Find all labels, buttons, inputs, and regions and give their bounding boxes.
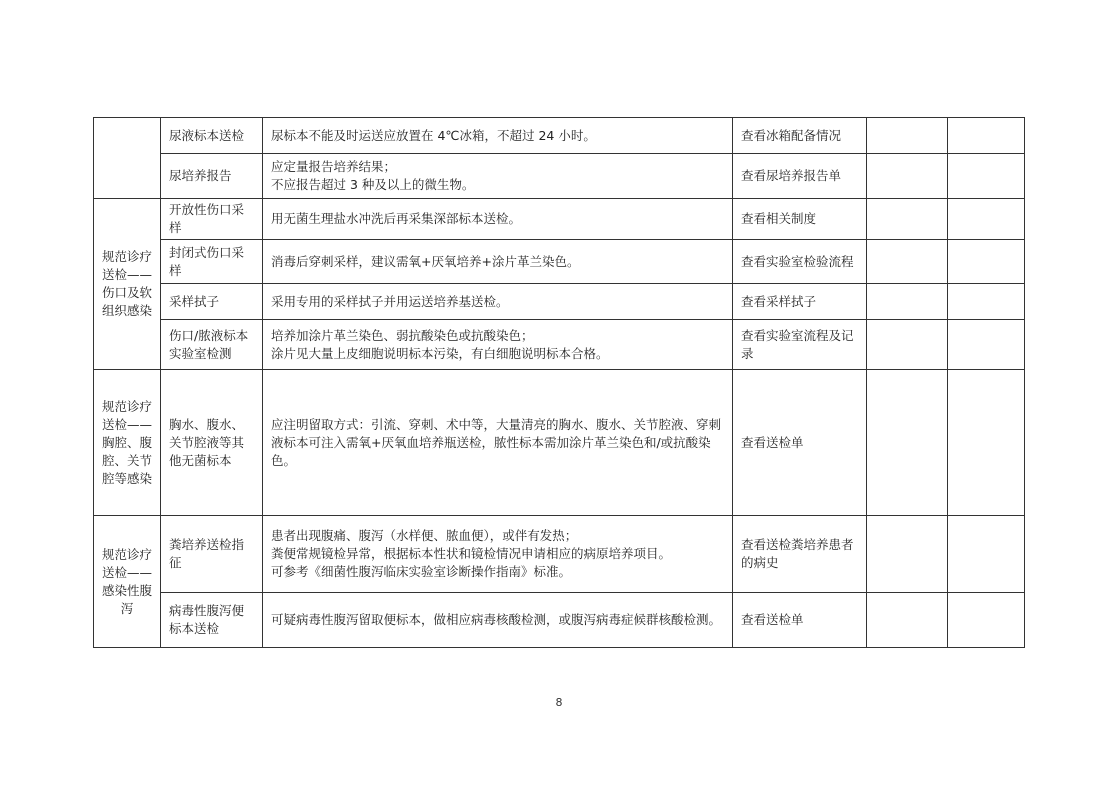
method-cell: 查看送检单 — [733, 370, 867, 516]
remark-cell — [948, 240, 1025, 284]
score-cell — [867, 516, 948, 593]
table-row — [94, 284, 1025, 320]
requirement-line: 不应报告超过 3 种及以上的微生物。 — [271, 177, 475, 192]
requirement-line: 用无菌生理盐水冲洗后再采集深部标本送检。 — [271, 211, 522, 226]
remark-cell — [948, 516, 1025, 593]
table-row — [94, 320, 1025, 370]
table-row — [94, 154, 1025, 199]
requirement-line: 消毒后穿刺采样，建议需氧+厌氧培养+涂片革兰染色。 — [271, 253, 580, 269]
requirement-cell — [263, 154, 733, 199]
score-cell — [867, 118, 948, 154]
remark-cell — [948, 199, 1025, 240]
remark-cell — [948, 118, 1025, 154]
requirement-cell — [263, 593, 733, 648]
remark-cell — [948, 320, 1025, 370]
item-cell: 尿液标本送检 — [161, 118, 263, 154]
requirement-cell — [263, 370, 733, 516]
score-cell — [867, 199, 948, 240]
remark-cell — [948, 154, 1025, 199]
requirement-line: 涂片见大量上皮细胞说明标本污染，有白细胞说明标本合格。 — [271, 345, 609, 361]
requirement-cell — [263, 320, 733, 370]
method-cell: 查看送检单 — [733, 593, 867, 648]
requirement-line: 尿标本不能及时运送应放置在 4℃冰箱，不超过 24 小时。 — [271, 127, 596, 143]
score-cell — [867, 240, 948, 284]
page-number: 8 — [555, 696, 563, 709]
inspection-table — [93, 117, 1025, 648]
requirement-line: 应注明留取方式：引流、穿刺、术中等，大量清亮的胸水、腹水、关节腔液、穿刺液标本可注入需氧+厌氧血培养瓶送检，脓性标本需加涂片革兰染色和/或抗酸染色。 — [271, 416, 722, 468]
requirement-cell — [263, 240, 733, 284]
table-row — [94, 370, 1025, 516]
table-row — [94, 516, 1025, 593]
requirement-line: 可疑病毒性腹泻留取便标本，做相应病毒核酸检测，或腹泻病毒症候群核酸检测。 — [271, 612, 722, 627]
item-cell: 粪培养送检指征 — [161, 516, 263, 593]
category-cell: 规范诊疗送检——伤口及软组织感染 — [94, 199, 161, 370]
score-cell — [867, 593, 948, 648]
item-cell: 开放性伤口采样 — [161, 199, 263, 240]
remark-cell — [948, 370, 1025, 516]
table-row — [94, 118, 1025, 154]
item-cell: 伤口/脓液标本实验室检测 — [161, 320, 263, 370]
item-cell: 尿培养报告 — [161, 154, 263, 199]
requirement-line: 应定量报告培养结果； — [271, 159, 397, 174]
method-cell: 查看采样拭子 — [733, 284, 867, 320]
requirement-cell — [263, 516, 733, 593]
category-cell-empty — [94, 118, 161, 199]
requirement-line: 患者出现腹痛、腹泻（水样便、脓血便），或伴有发热； — [271, 528, 578, 543]
requirement-cell — [263, 199, 733, 240]
item-cell: 病毒性腹泻便标本送检 — [161, 593, 263, 648]
item-cell: 胸水、腹水、关节腔液等其他无菌标本 — [161, 370, 263, 516]
requirement-cell — [263, 118, 733, 154]
table-row — [94, 240, 1025, 284]
requirement-line: 采用专用的采样拭子并用运送培养基送检。 — [271, 293, 509, 309]
score-cell — [867, 320, 948, 370]
method-cell: 查看尿培养报告单 — [733, 154, 867, 199]
category-cell: 规范诊疗送检——感染性腹泻 — [94, 516, 161, 648]
table-row — [94, 199, 1025, 240]
requirement-line: 粪便常规镜检异常，根据标本性状和镜检情况申请相应的病原培养项目。 — [271, 546, 672, 561]
score-cell — [867, 154, 948, 199]
requirement-line: 培养加涂片革兰染色、弱抗酸染色或抗酸染色； — [271, 327, 534, 343]
remark-cell — [948, 284, 1025, 320]
item-cell: 采样拭子 — [161, 284, 263, 320]
method-cell: 查看实验室流程及记录 — [733, 320, 867, 370]
item-cell: 封闭式伤口采样 — [161, 240, 263, 284]
method-cell: 查看实验室检验流程 — [733, 240, 867, 284]
requirement-line: 可参考《细菌性腹泻临床实验室诊断操作指南》标准。 — [271, 564, 572, 579]
score-cell — [867, 284, 948, 320]
method-cell: 查看相关制度 — [733, 199, 867, 240]
remark-cell — [948, 593, 1025, 648]
category-cell: 规范诊疗送检——胸腔、腹腔、关节腔等感染 — [94, 370, 161, 516]
method-cell: 查看送检粪培养患者的病史 — [733, 516, 867, 593]
score-cell — [867, 370, 948, 516]
requirement-cell — [263, 284, 733, 320]
table-row — [94, 593, 1025, 648]
method-cell: 查看冰箱配备情况 — [733, 118, 867, 154]
